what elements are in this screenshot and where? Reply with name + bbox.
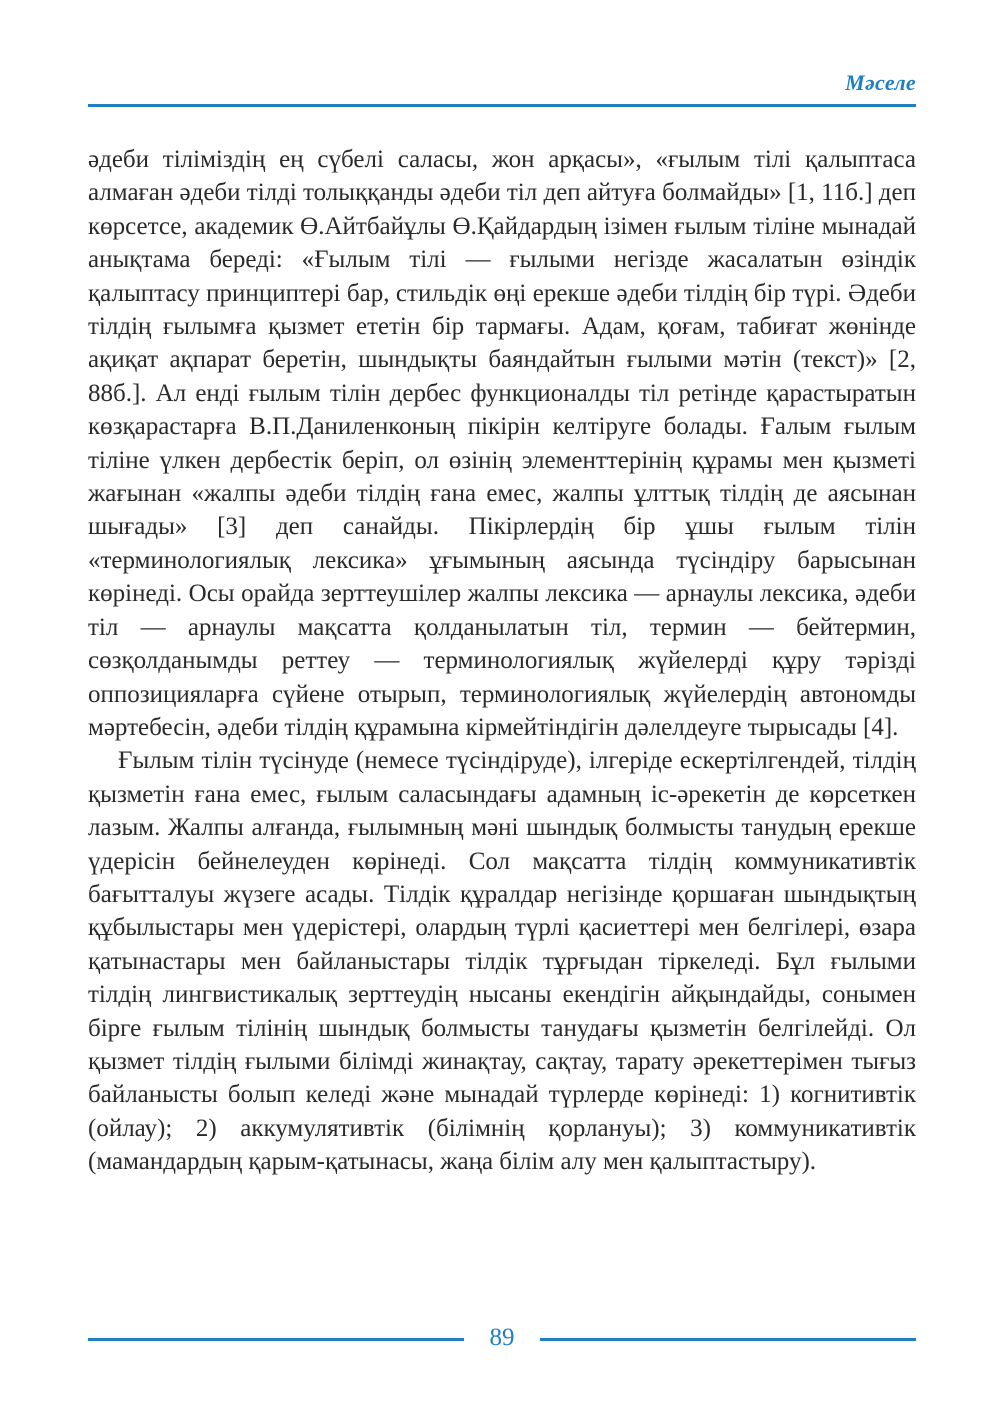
paragraph-1: әдеби тіліміздің ең сүбелі саласы, жон арқасы», «ғылым тілі қалыптаса алмаған әдеби тілді толыққанды әдеби тіл деп айтуға болмайды» [1, 11б.] деп көрсетсе, академик Ө.Айтбайұлы Ө.Қайдардың ізімен ғылым тіліне мынадай анықтама береді: «Ғылым тілі — ғылыми негізде жасалатын өзіндік қалыптасу принциптері бар, стильдік өңі ерекше әдеби тілдің бір түрі. Әдеби тілдің ғылымға қызмет ететін бір тармағы. Адам, қоғам, табиғат жөнінде ақиқат ақпарат беретін, шындықты баяндайтын ғылыми мәтін (текст)» [2, 88б.]. Ал енді ғылым тілін дербес функционалды тіл ретінде қарастыратын көзқарастарға В.П.Даниленконың пікірін келтіруге болады. Ғалым ғылым тіліне үлкен дербестік беріп, ол өзінің элементтерінің құрамы мен қызметі жағынан «жалпы әдеби тілдің ғана емес, жалпы ұлттық тілдің де аясынан шығады» [3] деп санайды. Пікірлердің бір ұшы ғылым тілін «терминологиялық лексика» ұғымының аясында түсіндіру барысынан көрінеді. Осы орайда зерттеушілер жалпы лексика — арнаулы лексика, әдеби тіл — арнаулы мақсатта қолданылатын тіл, термин — бейтермин, сөзқолданымды реттеу — терминологиялық жүйелерді құру тәрізді оппозицияларға сүйене отырып, терминологиялық жүйелердің автономды мәртебесін, әдеби тілдің құрамына кірмейтіндігін дәлелдеуге тырысады [4]. xyxy=(88,146,916,741)
footer-rule-right xyxy=(540,1338,916,1341)
page-number: 89 xyxy=(489,1324,515,1351)
page-header xyxy=(88,70,916,108)
footer-rule-left xyxy=(88,1338,464,1341)
section-title: Мәселе xyxy=(845,70,916,95)
page-footer xyxy=(88,1322,916,1358)
body-text xyxy=(88,143,916,1179)
paragraph-2: Ғылым тілін түсінуде (немесе түсіндіруде), ілгеріде ескертілгендей, тілдің қызметін ғана емес, ғылым саласындағы адамның іс-әрекетін де көрсеткен лазым. Жалпы алғанда, ғылымның мәні шындық болмысты танудың ерекше үдерісін бейнелеуден көрінеді. Сол мақсатта тілдің коммуникативтік бағытталуы жүзеге асады. Тілдік құралдар негізінде қоршаған шындықтың құбылыстары мен үдерістері, олардың түрлі қасиеттері мен белгілері, өзара қатынастары мен байланыстары тілдік тұрғыдан тіркеледі. Бұл ғылыми тілдің лингвистикалық зерттеудің нысаны екендігін айқындайды, сонымен бірге ғылым тілінің шындық болмысты танудағы қызметін белгілейді. Ол қызмет тілдің ғылыми білімді жинақтау, сақтау, тарату әрекеттерімен тығыз байланысты болып келеді және мынадай түрлерде көрінеді: 1) когнитивтік (ойлау); 2) аккумулятивтік (білімнің қорлануы); 3) коммуникативтік (мамандардың қарым-қатынасы, жаңа білім алу мен қалыптастыру). xyxy=(88,747,916,1176)
header-rule xyxy=(88,104,916,107)
